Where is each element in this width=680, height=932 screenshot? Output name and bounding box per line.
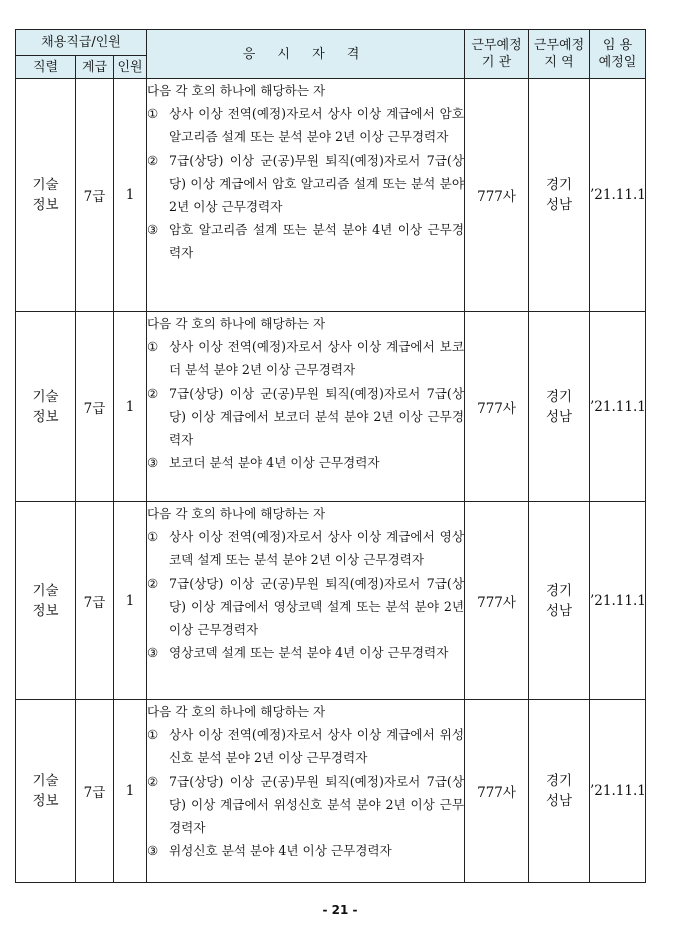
item-number: ①	[147, 727, 159, 743]
item-number: ①	[147, 339, 159, 355]
item-number: ②	[147, 575, 159, 591]
region-line2: 성남	[545, 408, 573, 425]
cell-series	[16, 79, 76, 312]
cell-count: 1	[114, 502, 147, 700]
item-number: ①	[147, 529, 159, 545]
recruitment-table	[15, 29, 646, 883]
cell-appointment-date: ’21.11.1	[590, 700, 646, 883]
item-number: ①	[147, 106, 159, 122]
cell-count: 1	[114, 312, 147, 502]
header-date-line1: 임 용	[602, 38, 633, 53]
cell-qualification	[147, 79, 465, 312]
item-number: ②	[147, 385, 159, 401]
cell-region	[529, 502, 590, 700]
qualification-item	[147, 149, 464, 219]
cell-series	[16, 700, 76, 883]
cell-qualification	[147, 700, 465, 883]
cell-qualification	[147, 312, 465, 502]
item-number: ③	[147, 222, 159, 238]
table-row	[16, 502, 646, 700]
item-number: ②	[147, 152, 159, 168]
item-text: 7급(상당) 이상 군(공)무원 퇴직(예정)자로서 7급(상당) 이상 계급에서 위성신호 분석 분야 2년 이상 근무경력자	[169, 773, 465, 836]
header-appointment-date	[590, 30, 646, 79]
qualification-intro: 다음 각 호의 하나에 해당하는 자	[147, 316, 326, 331]
item-text: 7급(상당) 이상 군(공)무원 퇴직(예정)자로서 7급(상당) 이상 계급에서 영상코덱 설계 또는 분석 분야 2년 이상 근무경력자	[169, 575, 465, 638]
item-text: 상사 이상 전역(예정)자로서 상사 이상 계급에서 보코더 분석 분야 2년 이상 근무경력자	[169, 339, 465, 378]
header-agency-line2: 기 관	[481, 55, 512, 70]
cell-grade: 7급	[76, 700, 114, 883]
region-line1: 경기	[545, 582, 573, 599]
cell-agency: 777사	[465, 312, 529, 502]
qualification-item	[147, 572, 464, 642]
item-text: 상사 이상 전역(예정)자로서 상사 이상 계급에서 영상코덱 설계 또는 분석 분야 2년 이상 근무경력자	[169, 529, 465, 568]
header-series: 직렬	[16, 56, 76, 79]
qualification-item	[147, 102, 464, 148]
series-line2: 정보	[32, 793, 59, 809]
qualification-item	[147, 451, 464, 474]
table-row	[16, 312, 646, 502]
qualification-intro: 다음 각 호의 하나에 해당하는 자	[147, 704, 326, 719]
table-row	[16, 700, 646, 883]
item-text: 보코더 분석 분야 4년 이상 근무경력자	[169, 455, 380, 471]
cell-series	[16, 312, 76, 502]
qualification-item	[147, 641, 464, 664]
cell-region	[529, 79, 590, 312]
cell-qualification	[147, 502, 465, 700]
cell-agency: 777사	[465, 700, 529, 883]
series-line2: 정보	[32, 602, 59, 619]
qualification-intro: 다음 각 호의 하나에 해당하는 자	[147, 83, 326, 98]
item-number: ③	[147, 645, 159, 661]
qualification-item	[147, 723, 464, 769]
series-line1: 기술	[32, 177, 59, 193]
cell-appointment-date: ’21.11.1	[590, 502, 646, 700]
series-line1: 기술	[32, 582, 59, 599]
header-agency	[465, 30, 529, 79]
cell-region	[529, 312, 590, 502]
qualification-intro: 다음 각 호의 하나에 해당하는 자	[147, 506, 326, 521]
header-region-line2: 지 역	[544, 55, 574, 70]
qualification-item	[147, 770, 464, 840]
item-text: 상사 이상 전역(예정)자로서 상사 이상 계급에서 암호 알고리즘 설계 또는 분석 분야 2년 이상 근무경력자	[169, 106, 465, 145]
table-row	[16, 79, 646, 312]
item-number: ③	[147, 455, 159, 471]
qualification-item	[147, 525, 464, 571]
item-text: 7급(상당) 이상 군(공)무원 퇴직(예정)자로서 7급(상당) 이상 계급에서 암호 알고리즘 설계 또는 분석 분야 2년 이상 근무경력자	[169, 152, 465, 215]
region-line1: 경기	[545, 177, 573, 193]
cell-count: 1	[114, 79, 147, 312]
cell-grade: 7급	[76, 312, 114, 502]
region-line2: 성남	[545, 602, 573, 619]
qualification-item	[147, 335, 464, 381]
cell-region	[529, 700, 590, 883]
cell-count: 1	[114, 700, 147, 883]
header-grade: 계급	[76, 56, 114, 79]
qualification-item	[147, 839, 464, 862]
region-line1: 경기	[545, 388, 573, 405]
item-text: 위성신호 분석 분야 4년 이상 근무경력자	[169, 843, 392, 859]
item-text: 영상코덱 설계 또는 분석 분야 4년 이상 근무경력자	[169, 645, 449, 661]
item-text: 7급(상당) 이상 군(공)무원 퇴직(예정)자로서 7급(상당) 이상 계급에서 보코더 분석 분야 2년 이상 근무경력자	[169, 385, 465, 448]
cell-agency: 777사	[465, 502, 529, 700]
item-number: ②	[147, 773, 159, 789]
item-text: 상사 이상 전역(예정)자로서 상사 이상 계급에서 위성신호 분석 분야 2년 이상 근무경력자	[169, 727, 465, 766]
qualification-item	[147, 382, 464, 452]
series-line1: 기술	[32, 388, 59, 405]
region-line2: 성남	[545, 793, 573, 809]
cell-series	[16, 502, 76, 700]
cell-grade: 7급	[76, 502, 114, 700]
header-position-group: 채용직급/인원	[16, 30, 147, 56]
header-region-line1: 근무예정	[533, 38, 585, 53]
series-line2: 정보	[32, 408, 59, 425]
cell-grade: 7급	[76, 79, 114, 312]
header-agency-line1: 근무예정	[471, 38, 522, 53]
series-line1: 기술	[32, 773, 59, 789]
region-line2: 성남	[545, 197, 573, 213]
header-date-line2: 예정일	[598, 55, 637, 70]
cell-agency: 777사	[465, 79, 529, 312]
cell-appointment-date: ’21.11.1	[590, 79, 646, 312]
region-line1: 경기	[545, 773, 573, 789]
page-number: - 21 -	[322, 903, 358, 917]
item-number: ③	[147, 843, 159, 859]
header-region	[529, 30, 590, 79]
qualification-item	[147, 218, 464, 264]
item-text: 암호 알고리즘 설계 또는 분석 분야 4년 이상 근무경력자	[169, 222, 465, 261]
series-line2: 정보	[32, 197, 59, 213]
header-qualification: 응 시 자 격	[147, 30, 465, 79]
cell-appointment-date: ’21.11.1	[590, 312, 646, 502]
header-count: 인원	[114, 56, 147, 79]
